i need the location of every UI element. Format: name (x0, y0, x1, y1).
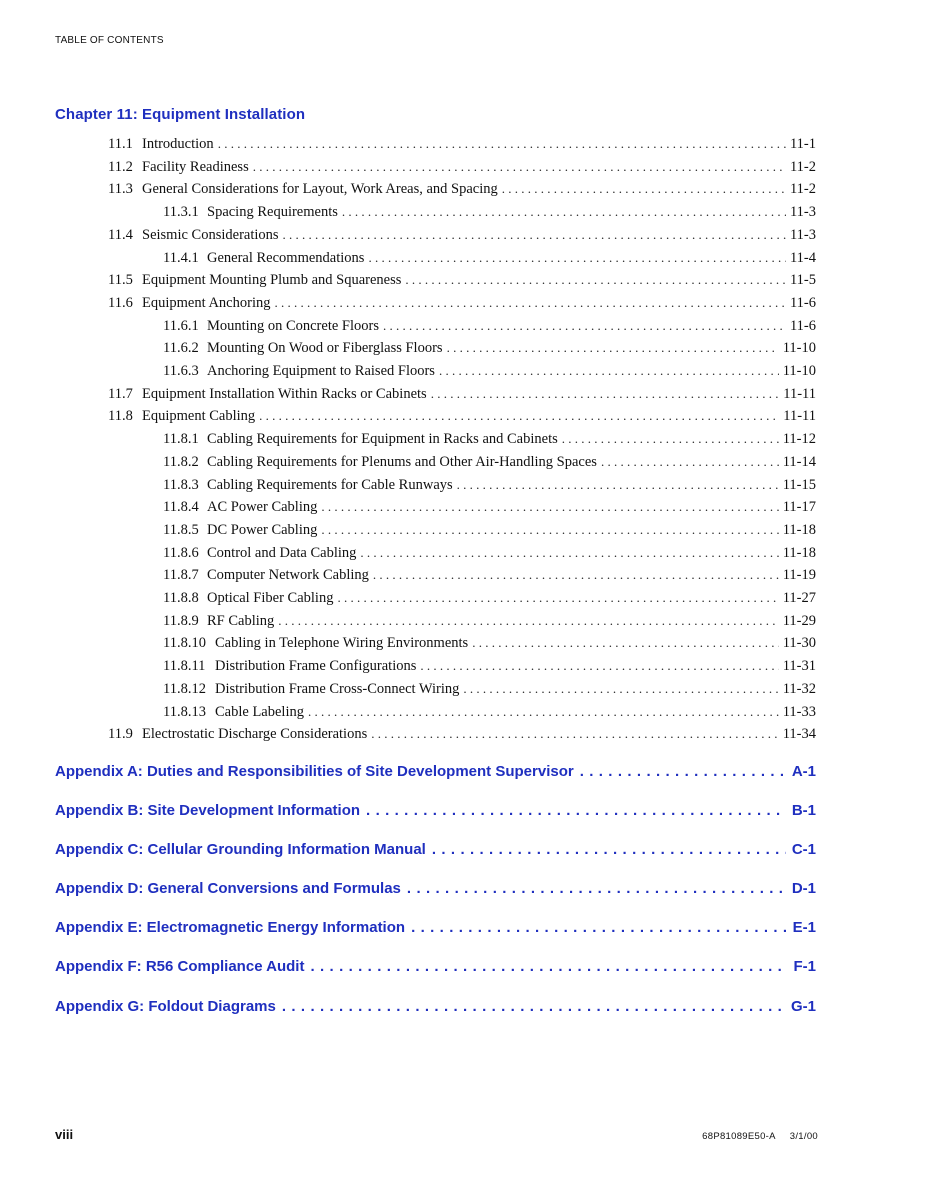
toc-entry-page: 11-19 (782, 567, 816, 584)
dot-leader (366, 799, 786, 823)
dot-leader (274, 292, 785, 315)
doc-number: 68P81089E50-A (702, 1131, 776, 1142)
toc-entry[interactable] (163, 587, 816, 610)
appendix-page: A-1 (791, 763, 816, 780)
toc-entry-page: 11-2 (789, 181, 816, 198)
toc-entry-number: 11.8.12 (163, 680, 206, 697)
toc-entry[interactable] (108, 156, 816, 179)
dot-leader (383, 315, 786, 338)
toc-entry[interactable] (108, 383, 816, 406)
toc-entry[interactable] (108, 178, 816, 201)
dot-leader (431, 383, 780, 406)
toc-entry-number: 11.8.7 (163, 567, 199, 584)
dot-leader (447, 337, 779, 360)
toc-entry-number: 11.3.1 (163, 204, 199, 221)
dot-leader (562, 428, 779, 451)
toc-entry-number: 11.8.9 (163, 612, 199, 629)
toc-entry-title: Optical Fiber Cabling (207, 590, 334, 606)
toc-entry-number: 11.6.2 (163, 340, 199, 357)
toc-entry-number: 11.8 (108, 408, 133, 425)
appendix-page: F-1 (793, 958, 816, 975)
toc-entry-title: Equipment Cabling (142, 408, 256, 425)
toc-entry-title: Cabling Requirements for Plenums and Other Air-Handling Spaces (207, 453, 597, 470)
toc-entry[interactable] (163, 678, 816, 701)
page-number: viii (55, 1127, 74, 1142)
dot-leader (218, 133, 786, 156)
toc-entry[interactable] (108, 292, 816, 315)
toc-entry-number: 11.8.1 (163, 431, 199, 448)
appendix-title: Appendix F: R56 Compliance Audit (55, 958, 305, 975)
toc-entry-number: 11.8.11 (163, 658, 206, 675)
toc-entry-title: Seismic Considerations (142, 226, 279, 243)
toc-entry-page: 11-4 (789, 249, 816, 266)
dot-leader (420, 655, 778, 678)
toc-entry[interactable] (163, 519, 816, 542)
toc-entry[interactable] (108, 269, 816, 292)
toc-entry-page: 11-11 (783, 408, 816, 425)
dot-leader (368, 247, 786, 270)
appendix-page: E-1 (792, 919, 816, 936)
toc-entry-title: Mounting On Wood or Fiberglass Floors (207, 340, 443, 357)
toc-entry-number: 11.6.3 (163, 363, 199, 379)
dot-leader (432, 838, 786, 862)
toc-entry-number: 11.6.1 (163, 317, 199, 334)
toc-entry-title: DC Power Cabling (207, 521, 318, 538)
toc-entry-page: 11-10 (782, 340, 816, 357)
dot-leader (373, 564, 779, 587)
appendix-page: D-1 (791, 880, 816, 897)
toc-entry[interactable] (163, 610, 816, 633)
appendix-page: G-1 (790, 998, 816, 1015)
toc-entry-page: 11-27 (782, 590, 816, 606)
toc-entry-number: 11.8.13 (163, 703, 206, 720)
dot-leader (457, 474, 779, 497)
appendix-title: Appendix D: General Conversions and Formulas (55, 880, 401, 897)
toc-entry-number: 11.2 (108, 158, 133, 175)
toc-entry-page: 11-18 (782, 521, 816, 538)
dot-leader (282, 995, 785, 1019)
appendix-title: Appendix E: Electromagnetic Energy Information (55, 919, 406, 936)
toc-entry-page: 11-33 (782, 703, 816, 720)
toc-entry-number: 11.4.1 (163, 249, 199, 266)
toc-entry[interactable] (163, 542, 816, 565)
toc-entry-number: 11.8.4 (163, 499, 199, 516)
toc-entry-title: Facility Readiness (142, 158, 249, 175)
running-head: TABLE OF CONTENTS (55, 35, 164, 46)
toc-entry-number: 11.1 (108, 136, 133, 152)
toc-entry-page: 11-5 (789, 272, 816, 289)
toc-entry-number: 11.8.6 (163, 544, 199, 561)
toc-entry-title: Anchoring Equipment to Raised Floors (207, 363, 435, 379)
toc-entry[interactable] (163, 337, 816, 360)
toc-entry-page: 11-14 (782, 453, 816, 470)
appendix-entry[interactable] (55, 760, 816, 784)
appendix-entry[interactable] (55, 799, 816, 823)
dot-leader (283, 224, 786, 247)
dot-leader (278, 610, 778, 633)
toc-entry-page: 11-12 (782, 431, 816, 448)
dot-leader (502, 178, 786, 201)
toc-entry-title: Cabling in Telephone Wiring Environments (215, 635, 469, 652)
appendix-page: B-1 (791, 802, 816, 819)
appendix-page: C-1 (791, 841, 816, 858)
toc-entry-number: 11.8.5 (163, 521, 199, 538)
dot-leader (405, 269, 786, 292)
toc-entry-title: Cabling Requirements for Cable Runways (207, 476, 453, 493)
dot-leader (259, 405, 779, 428)
appendix-entry[interactable] (55, 838, 816, 862)
toc-entry-title: Equipment Mounting Plumb and Squareness (142, 272, 402, 289)
toc-entry[interactable] (163, 428, 816, 451)
appendix-title: Appendix A: Duties and Responsibilities of Site Development Supervisor (55, 763, 574, 780)
appendix-entry[interactable] (55, 955, 816, 979)
toc-entry-number: 11.8.3 (163, 476, 199, 493)
dot-leader (337, 587, 778, 610)
toc-entry[interactable] (108, 224, 816, 247)
dot-leader (411, 916, 787, 940)
dot-leader (321, 519, 778, 542)
appendix-title: Appendix C: Cellular Grounding Information Manual (55, 841, 426, 858)
toc-entry-title: Distribution Frame Configurations (215, 658, 417, 675)
toc-entry-title: Cable Labeling (215, 703, 304, 720)
toc-entry-title: Computer Network Cabling (207, 567, 369, 584)
dot-leader (371, 723, 778, 746)
toc-entry-title: General Recommendations (207, 249, 365, 266)
appendix-entry[interactable] (55, 916, 816, 940)
toc-entry[interactable] (163, 655, 816, 678)
appendix-entry[interactable] (55, 877, 816, 901)
toc-entry-page: 11-3 (789, 226, 816, 243)
toc-entry-title: Equipment Anchoring (142, 294, 271, 311)
toc-entry-number: 11.8.10 (163, 635, 206, 652)
toc-entry-page: 11-1 (789, 136, 816, 152)
toc-entry-number: 11.8.8 (163, 590, 199, 606)
toc-entry-number: 11.5 (108, 272, 133, 289)
dot-leader (580, 760, 786, 784)
toc-entry-page: 11-15 (782, 476, 816, 493)
dot-leader (360, 542, 778, 565)
toc-entry-page: 11-6 (789, 294, 816, 311)
toc-entry-page: 11-10 (782, 363, 816, 379)
dot-leader (310, 955, 787, 979)
dot-leader (308, 701, 779, 724)
toc-entry-page: 11-17 (782, 499, 816, 516)
toc-entry[interactable] (163, 701, 816, 724)
toc-entry-page: 11-30 (782, 635, 816, 652)
toc-entry-number: 11.3 (108, 181, 133, 198)
appendix-entry[interactable] (55, 995, 816, 1019)
dot-leader (407, 877, 786, 901)
toc-entry-page: 11-31 (782, 658, 816, 675)
toc-entry-title: AC Power Cabling (207, 499, 318, 516)
toc-entry[interactable] (163, 201, 816, 224)
toc-entry-title: Cabling Requirements for Equipment in Racks and Cabinets (207, 431, 558, 448)
toc-entry-title: Control and Data Cabling (207, 544, 357, 561)
dot-leader (439, 360, 779, 383)
toc-entry-title: Introduction (142, 136, 214, 152)
toc-entry-title: Mounting on Concrete Floors (207, 317, 379, 334)
appendix-title: Appendix G: Foldout Diagrams (55, 998, 276, 1015)
doc-id (702, 1131, 818, 1142)
toc-entry-title: General Considerations for Layout, Work Areas, and Spacing (142, 181, 498, 198)
toc-entry[interactable] (163, 632, 816, 655)
toc-entry-title: Equipment Installation Within Racks or Cabinets (142, 385, 427, 402)
toc-entry[interactable] (108, 133, 816, 156)
toc-entry-number: 11.9 (108, 726, 133, 743)
toc-entry[interactable] (163, 315, 816, 338)
toc-entry-page: 11-6 (789, 317, 816, 334)
toc-entry[interactable] (108, 405, 816, 428)
dot-leader (342, 201, 786, 224)
toc-entry-title: Distribution Frame Cross-Connect Wiring (215, 680, 460, 697)
appendix-title: Appendix B: Site Development Information (55, 802, 361, 819)
toc-entry-title: Spacing Requirements (207, 204, 338, 221)
toc-entry-page: 11-11 (783, 385, 816, 402)
dot-leader (253, 156, 786, 179)
dot-leader (601, 451, 779, 474)
toc-entry-page: 11-32 (782, 680, 816, 697)
toc-entry-page: 11-34 (782, 726, 816, 743)
chapter-title[interactable]: Chapter 11: Equipment Installation (55, 106, 306, 123)
toc-entry[interactable] (163, 496, 816, 519)
toc-entry-page: 11-3 (789, 204, 816, 221)
toc-entry[interactable] (163, 451, 816, 474)
toc-entry[interactable] (163, 474, 816, 497)
toc-entry[interactable] (108, 723, 816, 746)
toc-entry-page: 11-2 (789, 158, 816, 175)
toc-entry[interactable] (163, 360, 816, 383)
toc-entry-number: 11.4 (108, 226, 133, 243)
toc-entry-page: 11-18 (782, 544, 816, 561)
toc-entry-number: 11.7 (108, 385, 133, 402)
toc-entry-number: 11.8.2 (163, 453, 199, 470)
toc-entry-title: Electrostatic Discharge Considerations (142, 726, 368, 743)
dot-leader (463, 678, 778, 701)
toc-entry-number: 11.6 (108, 294, 133, 311)
dot-leader (321, 496, 778, 519)
toc-entry-page: 11-29 (782, 612, 816, 629)
dot-leader (472, 632, 779, 655)
toc-entry[interactable] (163, 564, 816, 587)
toc-entry[interactable] (163, 247, 816, 270)
doc-date: 3/1/00 (789, 1131, 818, 1142)
toc-entry-title: RF Cabling (207, 612, 275, 629)
